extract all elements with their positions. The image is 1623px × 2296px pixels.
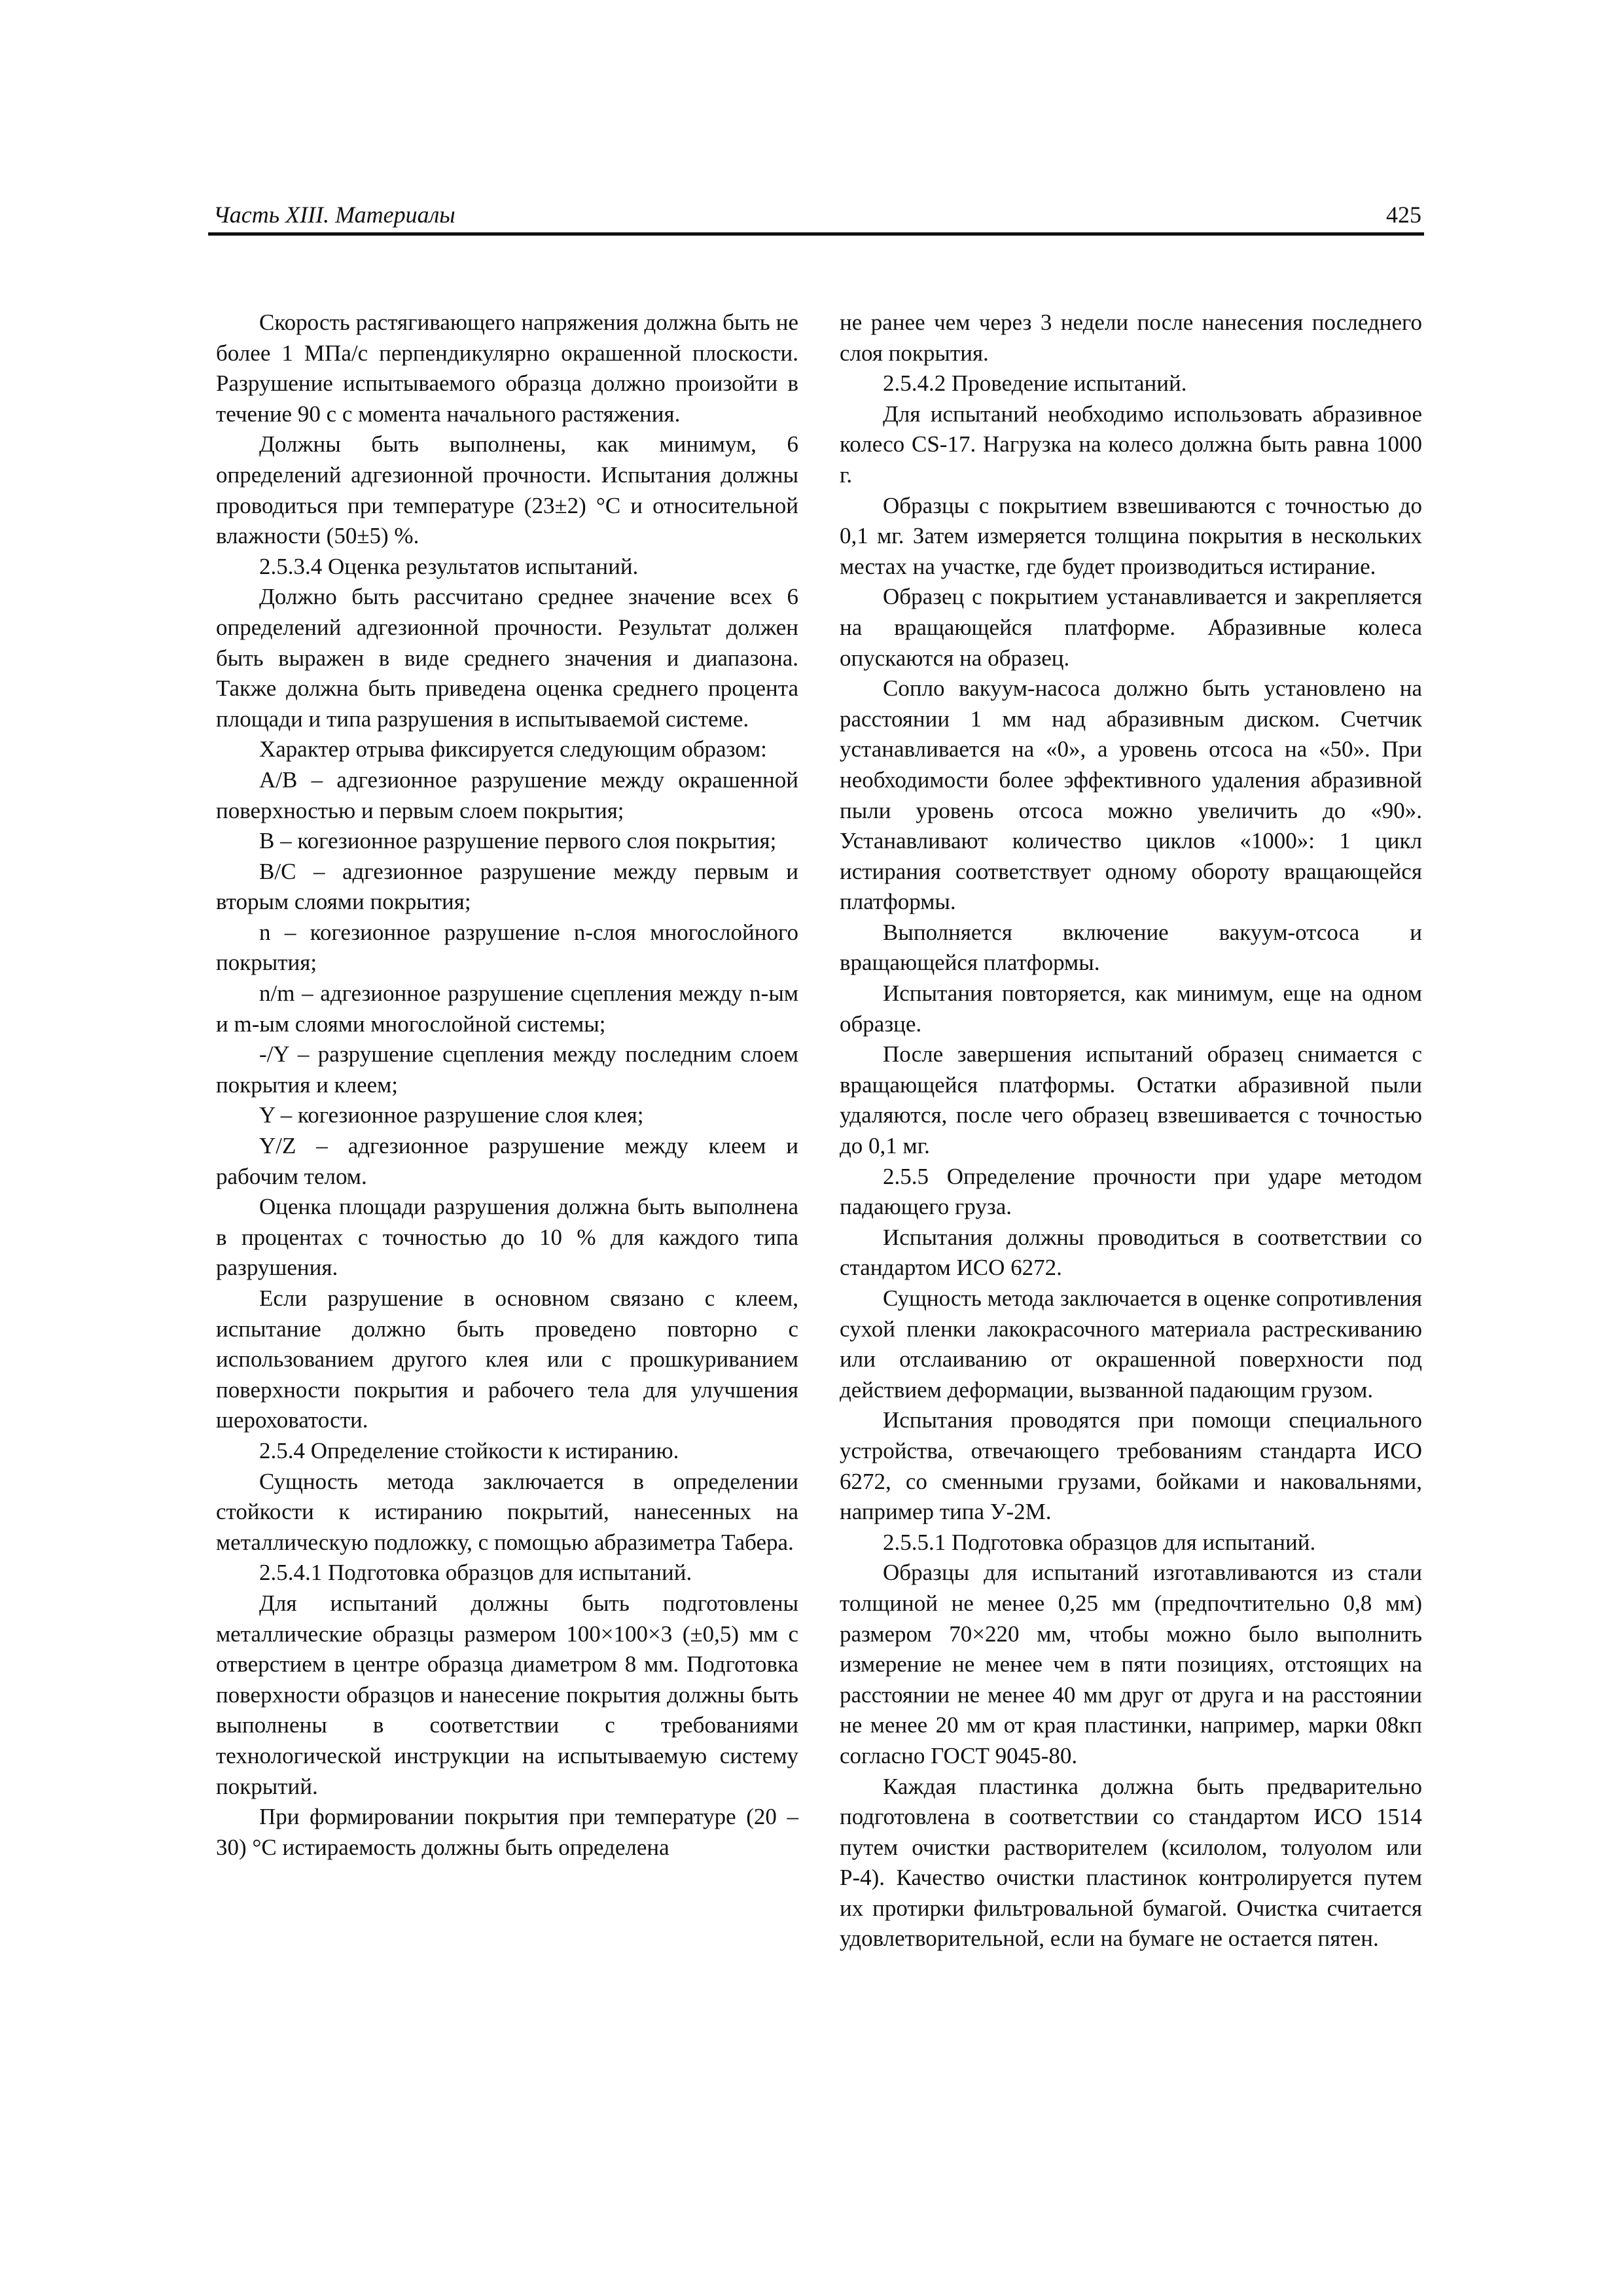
paragraph: При формировании покрытия при температуре (20 – 30) °С истираемость должны быть определена <box>216 1804 798 1860</box>
list-item: Y – когезионное разрушение слоя клея; <box>259 1102 644 1128</box>
header-title: Часть XIII. Материалы <box>213 202 455 228</box>
paragraph: Сущность метода заключается в определении стойкости к истиранию покрытий, нанесенных на металлическую подложку, с помощью абразиметра Табера. <box>216 1468 798 1555</box>
paragraph: Испытания повторяется, как минимум, еще на одном образце. <box>840 980 1422 1037</box>
list-item: A/B – адгезионное разрушение между окрашенной поверхностью и первым слоем покрытия; <box>216 766 798 823</box>
section-heading: 2.5.4.2 Проведение испытаний. <box>883 370 1187 397</box>
list-item: n – когезионное разрушение n-слоя многослойного покрытия; <box>216 919 798 976</box>
list-item: -/Y – разрушение сцепления между последним слоем покрытия и клеем; <box>216 1041 798 1098</box>
paragraph: Скорость растягивающего напряжения должна быть не более 1 МПа/с перпендикулярно окрашенной плоскости. Разрушение испытываемого образца должно произойти в течение 90 с с момента начального растяжения. <box>216 310 798 427</box>
section-heading: 2.5.5.1 Подготовка образцов для испытаний. <box>883 1529 1316 1555</box>
paragraph: Образцы для испытаний изготавливаются из стали толщиной не менее 0,25 мм (предпочтительно 0,8 мм) размером 70×220 мм, чтобы можно было выполнить измерение не менее чем в пяти позициях, отстоящих на расстоянии не менее 40 мм друг от друга и на расстоянии не менее 20 мм от края пластинки, например, марки 08кп согласно ГОСТ 9045-80. <box>840 1560 1422 1768</box>
paragraph: Каждая пластинка должна быть предварительно подготовлена в соответствии со стандартом ИСО 1514 путем очистки растворителем (ксилолом, толуолом или Р-4). Качество очистки пластинок контролируется путем их протирки фильтровальной бумагой. Очистка считается удовлетворительной, если на бумаге не остается пятен. <box>840 1773 1422 1952</box>
paragraph: Образец с покрытием устанавливается и закрепляется на вращающейся платформе. Абразивные колеса опускаются на образец. <box>840 584 1422 671</box>
section-heading: 2.5.3.4 Оценка результатов испытаний. <box>259 553 639 579</box>
paragraph: Испытания проводятся при помощи специального устройства, отвечающего требованиям стандарта ИСО 6272, со сменными грузами, бойками и наковальнями, например типа У-2М. <box>840 1407 1422 1525</box>
paragraph: Для испытаний должны быть подготовлены металлические образцы размером 100×100×3 (±0,5) мм с отверстием в центре образца диаметром 8 мм. Подготовка поверхности образцов и нанесение покрытия должны быть выполнены в соответствии с требованиями технологической инструкции на испытываемую систему покрытий. <box>216 1590 798 1799</box>
running-header <box>208 200 1424 236</box>
list-item: B/C – адгезионное разрушение между первым и вторым слоями покрытия; <box>216 858 798 915</box>
paragraph: не ранее чем через 3 недели после нанесения последнего слоя покрытия. <box>840 310 1422 366</box>
right-column <box>840 308 1422 1954</box>
paragraph: Сопло вакуум-насоса должно быть установлено на расстоянии 1 мм над абразивным диском. Счетчик устанавливается на «0», а уровень отсоса на «50». При необходимости более эффективного удаления абразивной пыли уровень отсоса можно увеличить до «90». Устанавливают количество циклов «1000»: 1 цикл истирания соответствует одному обороту вращающейся платформы. <box>840 675 1422 915</box>
paragraph: Должны быть выполнены, как минимум, 6 определений адгезионной прочности. Испытания должны проводиться при температуре (23±2) °С и относительной влажности (50±5) %. <box>216 431 798 549</box>
paragraph: Сущность метода заключается в оценке сопротивления сухой пленки лакокрасочного материала растрескиванию или отслаиванию от окрашенной поверхности под действием деформации, вызванной падающим грузом. <box>840 1285 1422 1403</box>
paragraph: После завершения испытаний образец снимается с вращающейся платформы. Остатки абразивной пыли удаляются, после чего образец взвешивается с точностью до 0,1 мг. <box>840 1041 1422 1159</box>
page-number: 425 <box>1386 202 1421 228</box>
section-heading: 2.5.4.1 Подготовка образцов для испытаний. <box>259 1560 692 1586</box>
paragraph: Испытания должны проводиться в соответствии со стандартом ИСО 6272. <box>840 1224 1422 1281</box>
paragraph: Характер отрыва фиксируется следующим образом: <box>259 736 767 762</box>
list-item: B – когезионное разрушение первого слоя покрытия; <box>259 828 777 854</box>
left-column <box>216 308 798 1863</box>
section-heading: 2.5.4 Определение стойкости к истиранию. <box>259 1437 679 1463</box>
list-item: n/m – адгезионное разрушение сцепления между n-ым и m-ым слоями многослойной системы; <box>216 980 798 1037</box>
paragraph: Оценка площади разрушения должна быть выполнена в процентах с точностью до 10 % для каждого типа разрушения. <box>216 1194 798 1281</box>
paragraph: Образцы с покрытием взвешиваются с точностью до 0,1 мг. Затем измеряется толщина покрытия в нескольких местах на участке, где будет производиться истирание. <box>840 492 1422 579</box>
paragraph: Должно быть рассчитано среднее значение всех 6 определений адгезионной прочности. Результат должен быть выражен в виде среднего значения и диапазона. Также должна быть приведена оценка среднего процента площади и типа разрушения в испытываемой системе. <box>216 584 798 732</box>
paragraph: Выполняется включение вакуум-отсоса и вращающейся платформы. <box>840 919 1422 976</box>
paragraph: Для испытаний необходимо использовать абразивное колесо CS-17. Нагрузка на колесо должна быть равна 1000 г. <box>840 401 1422 488</box>
section-heading: 2.5.5 Определение прочности при ударе методом падающего груза. <box>840 1163 1422 1220</box>
list-item: Y/Z – адгезионное разрушение между клеем и рабочим телом. <box>216 1133 798 1189</box>
paragraph: Если разрушение в основном связано с клеем, испытание должно быть проведено повторно с использованием другого клея или с прошкуриванием поверхности покрытия и рабочего тела для улучшения шероховатости. <box>216 1285 798 1433</box>
